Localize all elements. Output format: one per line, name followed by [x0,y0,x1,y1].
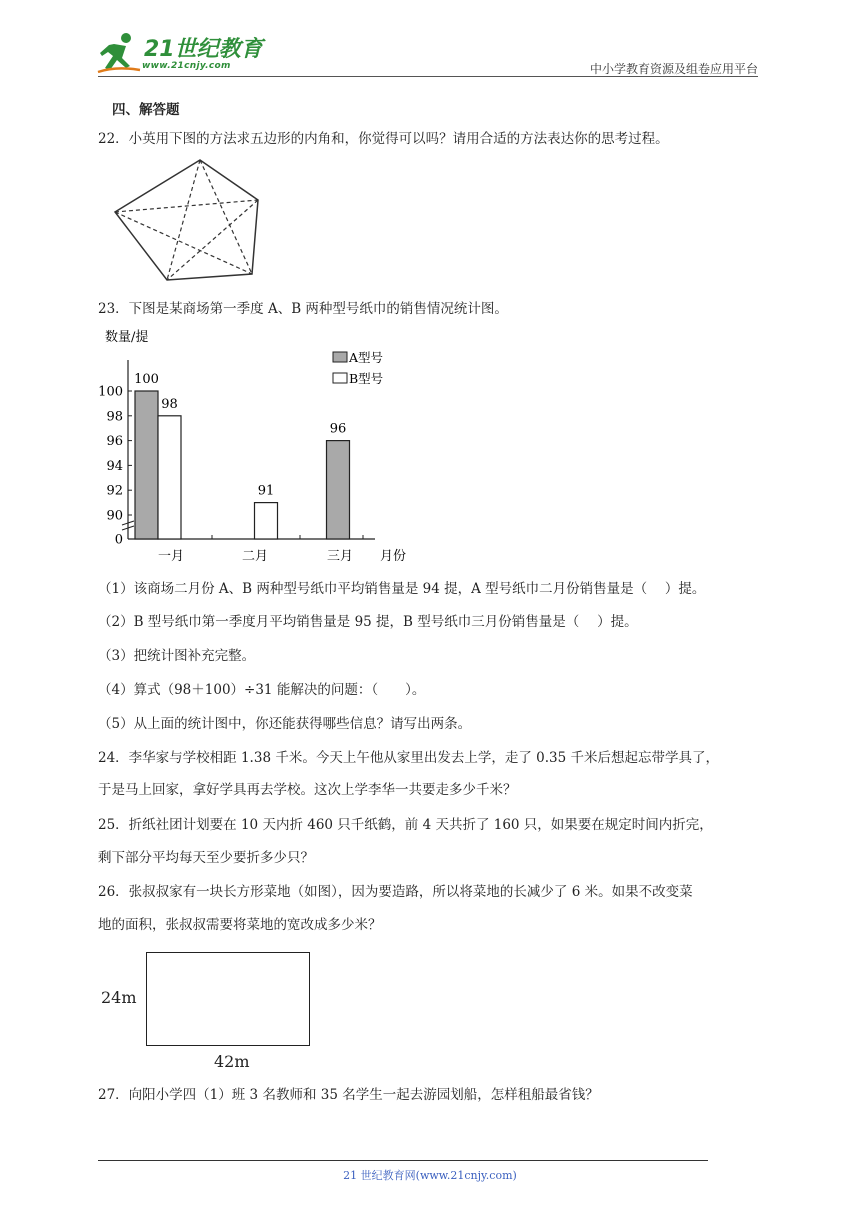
y-tick-label: 90 [106,508,123,524]
y-tick-label: 98 [106,409,123,425]
platform-name: 中小学教育资源及组卷应用平台 [589,62,758,76]
site-logo [96,30,266,78]
legend-swatch-a [333,352,347,362]
question-23: 23．下图是某商场第一季度 A、B 两种型号纸巾的销售情况统计图。 [98,301,508,317]
pentagon-figure [110,158,265,283]
length-label: 42m [214,1052,250,1071]
question-23-2: （2）B 型号纸巾第一季度月平均销售量是 95 提，B 型号纸巾三月份销售量是（ ）提。 [98,614,638,630]
question-22: 22．小英用下图的方法求五边形的内角和，你觉得可以吗？请用合适的方法表达你的思考过程。 [98,131,669,147]
header-divider [98,76,758,77]
legend-label-a: A型号 [349,350,384,365]
question-27: 27．向阳小学四（1）班 3 名教师和 35 名学生一起去游园划船，怎样租船最省钱？ [98,1087,599,1103]
y-tick-label: 92 [106,483,123,499]
y-tick-label: 96 [106,434,123,450]
width-label: 24m [101,988,137,1007]
bar-b-0 [158,416,181,539]
logo-url: www.21cnjy.com [142,61,231,71]
question-23-3: （3）把统计图补充完整。 [98,648,256,664]
legend-label-b: B型号 [349,371,384,386]
question-25-line1: 25．折纸社团计划要在 10 天内折 460 只千纸鹤，前 4 天共折了 160 只，如果要在规定时间内折完， [98,817,713,833]
bar-data-label: 91 [257,483,275,499]
bar-data-label: 100 [134,372,159,387]
question-25-line2: 剩下部分平均每天至少要折多少只？ [98,850,314,866]
y-tick-label: 100 [98,384,123,400]
question-24-line2: 于是马上回家，拿好学具再去学校。这次上学李华一共要走多少千米？ [98,782,517,798]
question-23-4: （4）算式（98＋100）÷31 能解决的问题：（ ）。 [98,682,426,698]
question-23-1: （1）该商场二月份 A、B 两种型号纸巾平均销售量是 94 提，A 型号纸巾二月份销售量是（ ）提。 [98,581,706,597]
logo-text: 21世纪教育 [144,37,263,62]
section-title: 四、解答题 [112,102,180,118]
footer-divider [98,1160,708,1161]
y-tick-label: 0 [114,532,123,548]
question-26-line2: 地的面积，张叔叔需要将菜地的宽改成多少米？ [98,917,382,933]
bar-data-label: 96 [329,421,347,437]
chart-ylabel: 数量/提 [105,330,149,345]
runner-logo-icon [96,30,142,76]
bar-b-1 [255,503,278,539]
question-26-line1: 26．张叔叔家有一块长方形菜地（如图），因为要造路，所以将菜地的长减少了 6 米。如果不改变菜 [98,884,693,900]
question-23-5: （5）从上面的统计图中，你还能获得哪些信息？请写出两条。 [98,716,472,732]
rectangle-field-figure [146,952,310,1046]
bar-a-0 [135,391,158,539]
legend-swatch-b [333,373,347,383]
bar-data-label: 98 [161,396,178,412]
bar-a-2 [327,441,350,539]
x-category-label: 三月 [326,549,354,564]
y-tick-label: 94 [106,458,123,474]
x-category-label: 二月 [241,549,269,564]
bar-chart [95,325,425,570]
chart-xlabel: 月份 [380,549,407,564]
question-24-line1: 24．李华家与学校相距 1.38 千米。今天上午他从家里出发去上学，走了 0.35 千米后想起忘带学具了， [98,750,719,766]
x-category-label: 一月 [157,549,185,564]
footer-text: 21 世纪教育网(www.21cnjy.com) [343,1169,517,1182]
